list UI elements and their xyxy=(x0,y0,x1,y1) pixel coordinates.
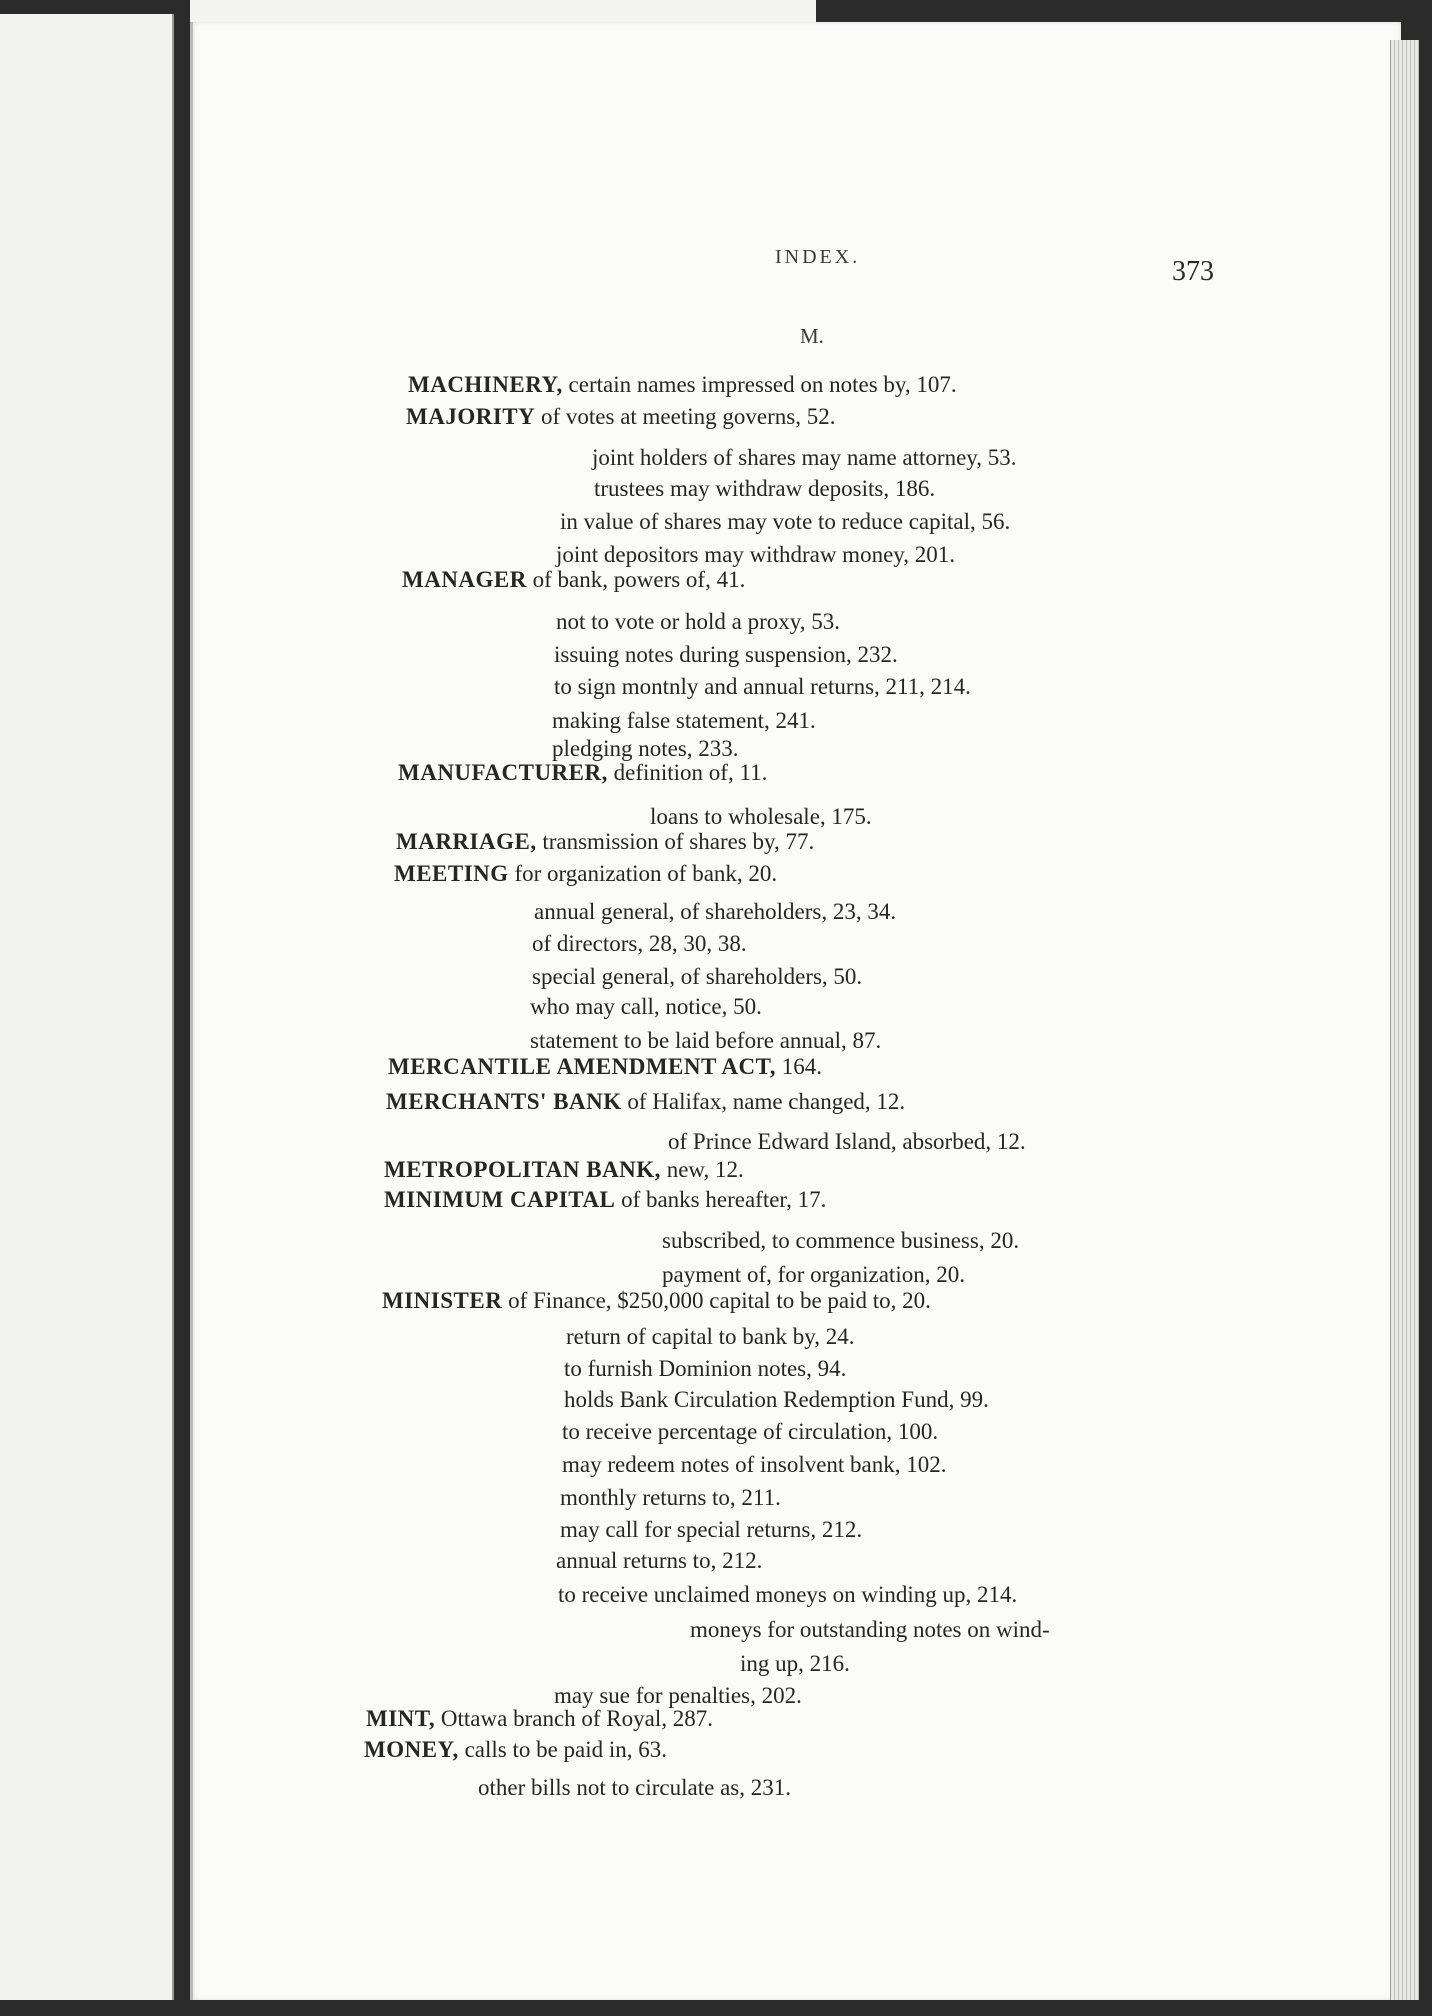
index-line: MANUFACTURER, definition of, 11. xyxy=(398,760,768,785)
index-line: pledging notes, 233. xyxy=(552,736,739,761)
index-line: statement to be laid before annual, 87. xyxy=(530,1028,882,1053)
index-line: of directors, 28, 30, 38. xyxy=(532,931,747,956)
index-line: payment of, for organization, 20. xyxy=(662,1262,965,1287)
index-line: MACHINERY, certain names impressed on notes by, 107. xyxy=(408,372,957,397)
index-line: MEETING for organization of bank, 20. xyxy=(394,861,778,886)
index-line: MARRIAGE, transmission of shares by, 77. xyxy=(396,829,815,854)
page-number: 373 xyxy=(1172,256,1214,287)
index-line: MERCHANTS' BANK of Halifax, name changed, 12. xyxy=(386,1089,906,1114)
index-line: moneys for outstanding notes on wind- xyxy=(690,1617,1050,1642)
index-line: in value of shares may vote to reduce capital, 56. xyxy=(560,509,1011,534)
index-line: METROPOLITAN BANK, new, 12. xyxy=(384,1157,744,1182)
index-line: MONEY, calls to be paid in, 63. xyxy=(364,1737,668,1762)
running-head: INDEX. xyxy=(775,246,861,268)
index-line: annual general, of shareholders, 23, 34. xyxy=(534,899,897,924)
index-line: to sign montnly and annual returns, 211, 214. xyxy=(554,674,971,699)
index-line: trustees may withdraw deposits, 186. xyxy=(594,476,936,501)
index-line: other bills not to circulate as, 231. xyxy=(478,1775,791,1800)
index-line: to receive percentage of circulation, 100. xyxy=(562,1419,939,1444)
index-line: MAJORITY of votes at meeting governs, 52. xyxy=(406,404,836,429)
index-line: MINISTER of Finance, $250,000 capital to be paid to, 20. xyxy=(382,1288,931,1313)
index-line: joint holders of shares may name attorney, 53. xyxy=(592,445,1017,470)
index-line: issuing notes during suspension, 232. xyxy=(554,642,898,667)
index-line: MERCANTILE AMENDMENT ACT, 164. xyxy=(388,1054,822,1079)
section-letter: M. xyxy=(800,324,824,348)
index-line: monthly returns to, 211. xyxy=(560,1485,781,1510)
index-line: ing up, 216. xyxy=(740,1651,850,1676)
index-line: MINT, Ottawa branch of Royal, 287. xyxy=(366,1706,713,1731)
index-line: special general, of shareholders, 50. xyxy=(532,964,863,989)
index-line: of Prince Edward Island, absorbed, 12. xyxy=(668,1129,1026,1154)
index-line: annual returns to, 212. xyxy=(556,1548,763,1573)
index-line: not to vote or hold a proxy, 53. xyxy=(556,609,841,634)
index-line: may redeem notes of insolvent bank, 102. xyxy=(562,1452,947,1477)
index-line: loans to wholesale, 175. xyxy=(650,804,872,829)
facing-page xyxy=(0,14,174,2000)
index-line: who may call, notice, 50. xyxy=(530,994,762,1019)
index-line: may sue for penalties, 202. xyxy=(554,1683,802,1708)
index-line: subscribed, to commence business, 20. xyxy=(662,1228,1020,1253)
index-line: MINIMUM CAPITAL of banks hereafter, 17. xyxy=(384,1187,827,1212)
index-line: return of capital to bank by, 24. xyxy=(566,1324,855,1349)
index-line: to receive unclaimed moneys on winding up, 214. xyxy=(558,1582,1018,1607)
index-line: holds Bank Circulation Redemption Fund, 99. xyxy=(564,1387,989,1412)
index-line: may call for special returns, 212. xyxy=(560,1517,863,1542)
index-line: to furnish Dominion notes, 94. xyxy=(564,1356,847,1381)
index-line: joint depositors may withdraw money, 201. xyxy=(556,542,956,567)
index-line: MANAGER of bank, powers of, 41. xyxy=(402,567,746,592)
page-stack-edge xyxy=(1390,40,1419,2000)
index-line: making false statement, 241. xyxy=(552,708,816,733)
